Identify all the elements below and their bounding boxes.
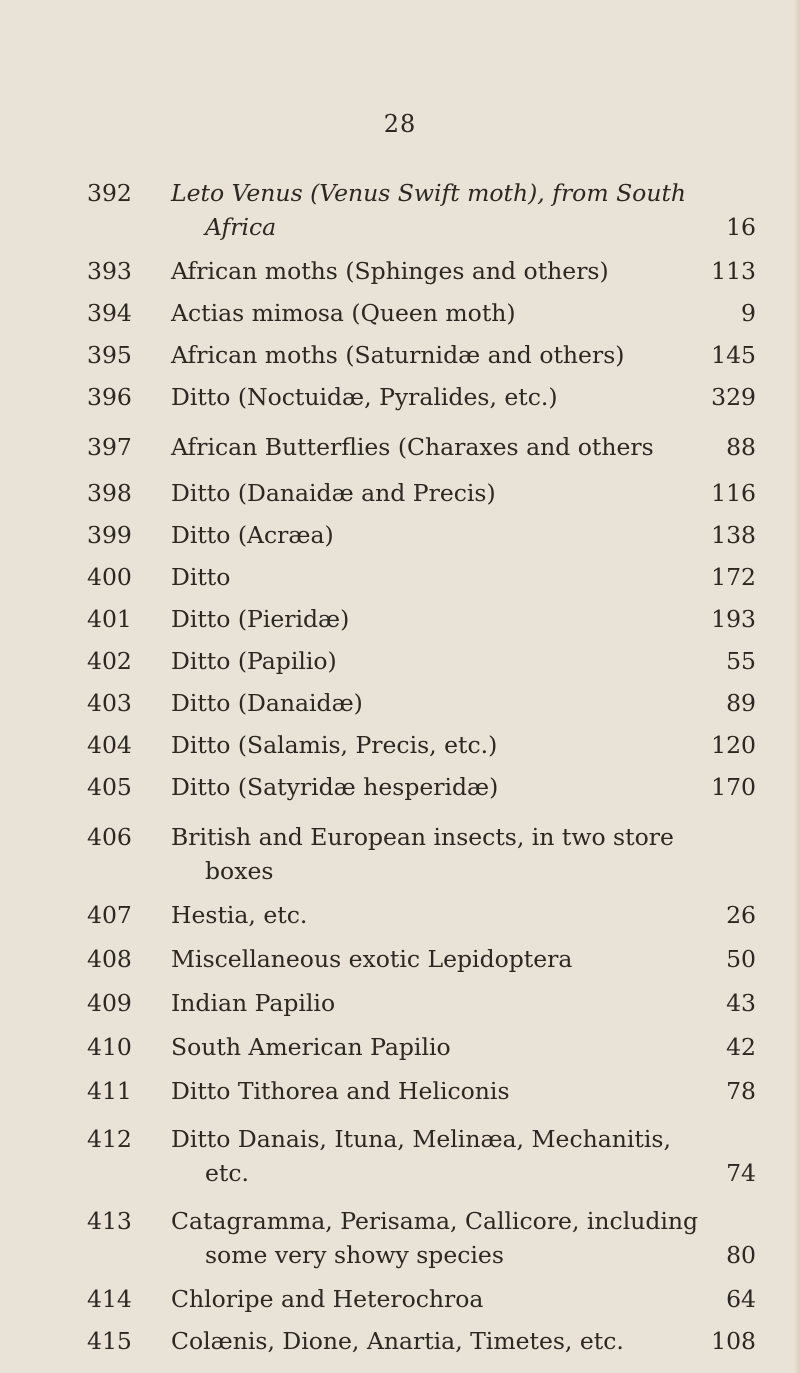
lot-description <box>171 602 681 636</box>
lot-entry <box>0 1324 800 1358</box>
lot-number: 393 <box>87 257 132 285</box>
lot-description <box>171 770 681 804</box>
lot-description <box>171 728 681 762</box>
lot-list <box>0 168 800 1358</box>
description-line: Chloripe and Heterochroa <box>171 1285 484 1313</box>
lot-number: 412 <box>87 1125 132 1153</box>
description-line: Ditto <box>171 563 231 591</box>
lot-description <box>171 1030 681 1064</box>
specimen-count: 193 <box>711 605 756 633</box>
lot-number: 410 <box>87 1033 132 1061</box>
specimen-count: 50 <box>726 945 756 973</box>
lot-number: 400 <box>87 563 132 591</box>
lot-number: 398 <box>87 479 132 507</box>
description-line: some very showy species <box>205 1241 504 1269</box>
specimen-count: 116 <box>711 479 756 507</box>
lot-description <box>171 820 681 888</box>
description-line: African moths (Sphinges and others) <box>171 257 609 285</box>
lot-number: 409 <box>87 989 132 1017</box>
specimen-count: 170 <box>711 773 756 801</box>
lot-number: 392 <box>87 179 132 207</box>
lot-description <box>171 518 681 552</box>
description-line: British and European insects, in two store <box>171 823 674 851</box>
description-line: Actias mimosa (Queen moth) <box>171 299 516 327</box>
lot-number: 394 <box>87 299 132 327</box>
lot-number: 408 <box>87 945 132 973</box>
lot-number: 396 <box>87 383 132 411</box>
lot-entry <box>0 254 800 288</box>
description-line: South American Papilio <box>171 1033 451 1061</box>
specimen-count: 43 <box>726 989 756 1017</box>
specimen-count: 42 <box>726 1033 756 1061</box>
lot-number: 414 <box>87 1285 132 1313</box>
description-line: etc. <box>205 1159 249 1187</box>
lot-description <box>171 1122 681 1190</box>
lot-entry <box>0 728 800 762</box>
lot-number: 399 <box>87 521 132 549</box>
specimen-count: 26 <box>726 901 756 929</box>
lot-entry <box>0 898 800 932</box>
lot-description <box>171 380 681 414</box>
lot-number: 397 <box>87 433 132 461</box>
lot-number: 407 <box>87 901 132 929</box>
lot-description <box>171 898 681 932</box>
lot-entry <box>0 176 800 244</box>
page-edge <box>794 0 800 1373</box>
lot-entry <box>0 476 800 510</box>
lot-description <box>171 338 681 372</box>
lot-entry <box>0 1074 800 1108</box>
specimen-count: 9 <box>741 299 756 327</box>
description-line: Ditto (Noctuidæ, Pyralides, etc.) <box>171 383 558 411</box>
lot-description <box>171 296 681 330</box>
description-line: Ditto Tithorea and Heliconis <box>171 1077 510 1105</box>
lot-description <box>171 942 681 976</box>
lot-number: 395 <box>87 341 132 369</box>
lot-entry <box>0 1204 800 1272</box>
description-line: Ditto (Satyridæ hesperidæ) <box>171 773 499 801</box>
lot-entry <box>0 296 800 330</box>
description-line: Indian Papilio <box>171 989 336 1017</box>
lot-number: 413 <box>87 1207 132 1235</box>
lot-number: 402 <box>87 647 132 675</box>
description-line: Catagramma, Perisama, Callicore, including <box>171 1207 699 1235</box>
description-line: Leto Venus (Venus Swift moth), from South <box>171 179 687 207</box>
specimen-count: 16 <box>726 213 756 241</box>
lot-entry <box>0 942 800 976</box>
lot-number: 403 <box>87 689 132 717</box>
lot-entry <box>0 602 800 636</box>
description-line: Miscellaneous exotic Lepidoptera <box>171 945 573 973</box>
lot-entry <box>0 1282 800 1316</box>
lot-entry <box>0 380 800 414</box>
specimen-count: 64 <box>726 1285 756 1313</box>
description-line: Ditto (Acræa) <box>171 521 334 549</box>
specimen-count: 145 <box>711 341 756 369</box>
lot-number: 411 <box>87 1077 132 1105</box>
lot-number: 401 <box>87 605 132 633</box>
lot-description <box>171 254 681 288</box>
lot-entry <box>0 820 800 888</box>
lot-description <box>171 686 681 720</box>
page-number: 28 <box>383 110 417 138</box>
description-line: Ditto (Salamis, Precis, etc.) <box>171 731 498 759</box>
specimen-count: 138 <box>711 521 756 549</box>
lot-entry <box>0 1122 800 1190</box>
specimen-count: 329 <box>711 383 756 411</box>
lot-description <box>171 1282 681 1316</box>
lot-description <box>171 644 681 678</box>
lot-number: 405 <box>87 773 132 801</box>
specimen-count: 108 <box>711 1327 756 1355</box>
description-line: African Butterflies (Charaxes and others <box>171 433 654 461</box>
lot-entry <box>0 986 800 1020</box>
description-line: Ditto (Papilio) <box>171 647 337 675</box>
lot-entry <box>0 560 800 594</box>
specimen-count: 80 <box>726 1241 756 1269</box>
specimen-count: 78 <box>726 1077 756 1105</box>
specimen-count: 113 <box>711 257 756 285</box>
description-line: boxes <box>205 857 274 885</box>
lot-number: 415 <box>87 1327 132 1355</box>
lot-entry <box>0 430 800 464</box>
lot-entry <box>0 686 800 720</box>
description-line: Ditto (Pieridæ) <box>171 605 350 633</box>
description-line: Hestia, etc. <box>171 901 308 929</box>
lot-description <box>171 560 681 594</box>
specimen-count: 120 <box>711 731 756 759</box>
lot-entry <box>0 518 800 552</box>
lot-description <box>171 476 681 510</box>
description-line: African moths (Saturnidæ and others) <box>171 341 625 369</box>
description-line: Ditto (Danaidæ and Precis) <box>171 479 496 507</box>
specimen-count: 89 <box>726 689 756 717</box>
specimen-count: 55 <box>726 647 756 675</box>
lot-entry <box>0 338 800 372</box>
specimen-count: 74 <box>726 1159 756 1187</box>
lot-entry <box>0 1030 800 1064</box>
lot-description <box>171 176 687 244</box>
lot-entry <box>0 770 800 804</box>
lot-entry <box>0 644 800 678</box>
lot-description <box>171 430 681 464</box>
lot-description <box>171 986 681 1020</box>
description-line: Ditto (Danaidæ) <box>171 689 363 717</box>
lot-description <box>171 1324 681 1358</box>
lot-description <box>171 1074 681 1108</box>
specimen-count: 172 <box>711 563 756 591</box>
description-line: Ditto Danais, Ituna, Melinæa, Mechanitis, <box>171 1125 671 1153</box>
lot-number: 404 <box>87 731 132 759</box>
description-line: Africa <box>205 213 277 241</box>
lot-number: 406 <box>87 823 132 851</box>
specimen-count: 88 <box>726 433 756 461</box>
lot-description <box>171 1204 699 1272</box>
description-line: Colænis, Dione, Anartia, Timetes, etc. <box>171 1327 624 1355</box>
